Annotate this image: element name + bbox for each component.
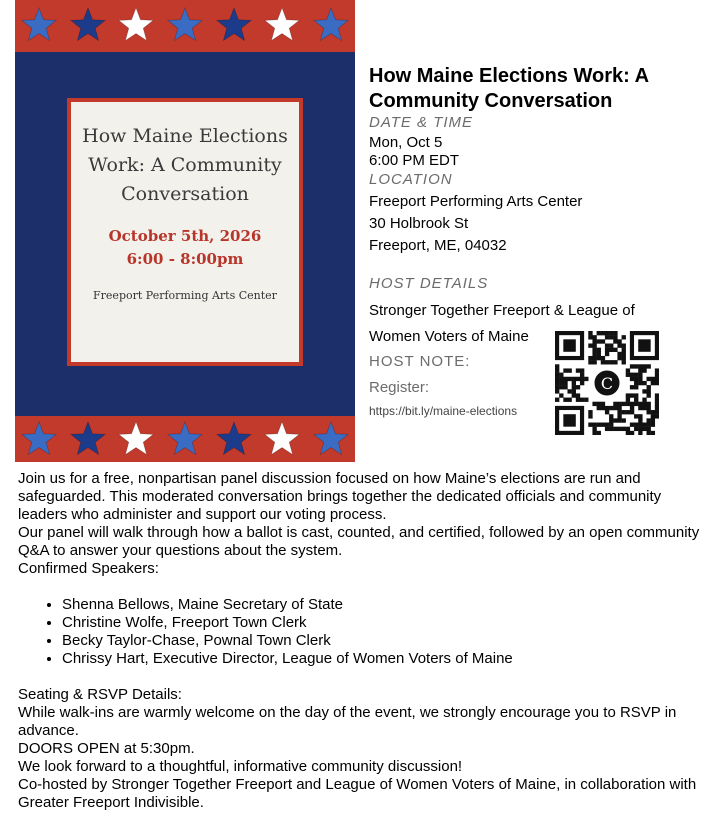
event-poster bbox=[15, 0, 355, 462]
star-icon bbox=[215, 6, 253, 44]
intro-paragraph: Join us for a free, nonpartisan panel discussion focused on how Maine’s elections are run and safeguarded. This moderated conversation brings together the dedicated officials and community leaders who administer and support our voting process. bbox=[18, 470, 662, 523]
star-icon bbox=[69, 6, 107, 44]
location-label: LOCATION bbox=[369, 171, 453, 188]
list-item: • Christine Wolfe, Freeport Town Clerk bbox=[62, 614, 708, 632]
list-item: • Chrissy Hart, Executive Director, League of Women Voters of Maine bbox=[62, 650, 708, 668]
panel-paragraph: Our panel will walk through how a ballot is cast, counted, and certified, followed by an open community Q&A to answer your questions about the system. bbox=[18, 524, 700, 559]
register-label: Register: bbox=[369, 379, 430, 396]
star-icon bbox=[312, 420, 350, 458]
seating-heading: Seating & RSVP Details: bbox=[18, 686, 182, 703]
star-icon bbox=[263, 420, 301, 458]
star-icon bbox=[69, 420, 107, 458]
date-time-label: DATE & TIME bbox=[369, 114, 474, 131]
location-address-line1: 30 Holbrook St bbox=[369, 215, 469, 232]
host-details-label: HOST DETAILS bbox=[369, 275, 489, 292]
star-icon bbox=[215, 420, 253, 458]
event-description bbox=[18, 470, 708, 812]
poster-card bbox=[67, 98, 303, 366]
seating-paragraph: While walk-ins are warmly welcome on the day of the event, we strongly encourage you to RSVP in advance. bbox=[18, 704, 677, 739]
star-icon bbox=[20, 6, 58, 44]
poster-time-text: 6:00 - 8:00pm bbox=[126, 250, 244, 268]
event-date: Mon, Oct 5 bbox=[369, 134, 443, 151]
poster-date-text: October 5th, 2026 bbox=[108, 227, 262, 245]
poster-bottom-stars bbox=[15, 416, 355, 462]
poster-venue: Freeport Performing Arts Center bbox=[93, 289, 277, 302]
list-item: • Becky Taylor-Chase, Pownal Town Clerk bbox=[62, 632, 708, 650]
poster-date bbox=[71, 225, 299, 271]
host-name-line1: Stronger Together Freeport & League of bbox=[369, 302, 635, 319]
cohost-text: Co-hosted by Stronger Together Freeport and League of Women Voters of Maine, in collaboration with Greater Freeport Indivisible. bbox=[18, 776, 697, 811]
poster-top-stars bbox=[15, 2, 355, 48]
register-link[interactable]: https://bit.ly/maine-elections bbox=[369, 404, 518, 418]
event-title: How Maine Elections Work: A Community Conversation bbox=[369, 65, 649, 112]
host-note-label: HOST NOTE: bbox=[369, 353, 471, 370]
star-icon bbox=[166, 6, 204, 44]
star-icon bbox=[263, 6, 301, 44]
doors-open-text: DOORS OPEN at 5:30pm. bbox=[18, 740, 195, 757]
list-item: • Shenna Bellows, Maine Secretary of State bbox=[62, 596, 708, 614]
star-icon bbox=[312, 6, 350, 44]
speakers-heading: Confirmed Speakers: bbox=[18, 560, 159, 577]
location-address-line2: Freeport, ME, 04032 bbox=[369, 237, 507, 254]
closing-text: We look forward to a thoughtful, informative community discussion! bbox=[18, 758, 463, 775]
poster-title: How Maine Elections Work: A Community Conversation bbox=[82, 125, 288, 205]
qr-code-graphic bbox=[555, 331, 659, 435]
star-icon bbox=[166, 420, 204, 458]
event-time: 6:00 PM EDT bbox=[369, 152, 460, 169]
host-name-line2: Women Voters of Maine bbox=[369, 328, 529, 345]
star-icon bbox=[117, 420, 155, 458]
star-icon bbox=[20, 420, 58, 458]
star-icon bbox=[117, 6, 155, 44]
location-name: Freeport Performing Arts Center bbox=[369, 193, 583, 210]
qr-code[interactable] bbox=[555, 331, 659, 435]
speakers-list bbox=[18, 596, 708, 668]
qr-center-logo: C bbox=[600, 374, 614, 393]
